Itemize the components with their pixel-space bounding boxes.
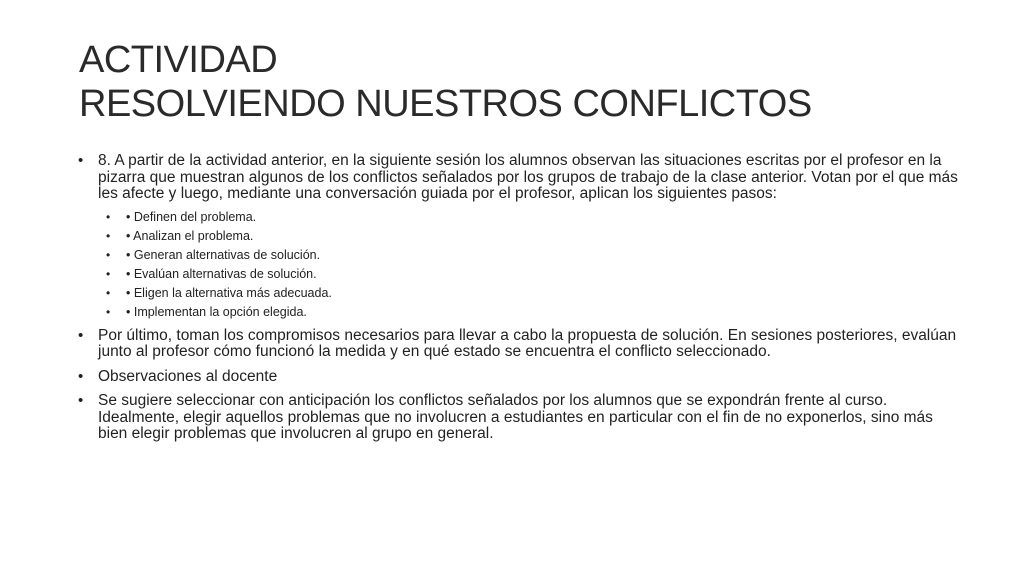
step-item: [78, 230, 958, 243]
bullet-icon: •: [78, 152, 84, 169]
bullet-item: [78, 153, 958, 203]
bullet-text: 8. A partir de la actividad anterior, en la siguiente sesión los alumnos observan las situaciones escritas por el profesor en la pizarra que muestran algunos de los conflictos señalados por los grupos de trabajo de la clase anterior. Votan por el que más les afecte y luego, mediante una conversación guiada por el profesor, aplican los siguientes pasos:: [98, 152, 958, 202]
bullet-icon: •: [78, 392, 84, 409]
bullet-icon: •: [106, 304, 111, 319]
bullet-text: Observaciones al docente: [98, 367, 278, 385]
bullet-icon: •: [106, 285, 111, 300]
step-item: [78, 287, 958, 300]
bullet-icon: •: [78, 367, 84, 385]
bullet-icon: •: [106, 266, 111, 281]
step-text: • Analizan el problema.: [126, 228, 254, 243]
bullet-text: Se sugiere seleccionar con anticipación los conflictos señalados por los alumnos que se expondrán frente al curso. Idealmente, elegir aquellos problemas que no involucren a estudiantes en particular con el fin de no exponerlos, sino más bien elegir problemas que involucren al grupo en general.: [98, 392, 933, 442]
bullet-icon: •: [78, 326, 84, 344]
title-line-1: ACTIVIDAD: [79, 39, 278, 81]
bullet-text: Por último, toman los compromisos necesarios para llevar a cabo la propuesta de solución. En sesiones posteriores, evalúan junto al profesor cómo funcionó la medida y en qué estado se encuentra el conflicto seleccionado.: [98, 326, 957, 360]
step-item: [78, 211, 958, 224]
step-text: • Evalúan alternativas de solución.: [126, 266, 317, 281]
bullet-item: [78, 393, 958, 443]
bullet-item: [78, 369, 958, 386]
step-item: [78, 249, 958, 262]
step-text: • Eligen la alternativa más adecuada.: [126, 285, 332, 300]
bullet-icon: •: [106, 247, 111, 262]
step-text: • Definen del problema.: [126, 209, 257, 224]
steps-list: [78, 211, 958, 319]
bullet-icon: •: [106, 228, 111, 243]
step-item: [78, 306, 958, 319]
bullet-item: [78, 328, 958, 361]
step-text: • Generan alternativas de solución.: [126, 247, 321, 262]
step-text: • Implementan la opción elegida.: [126, 304, 307, 319]
slide-body: [78, 153, 958, 451]
title-line-2: RESOLVIENDO NUESTROS CONFLICTOS: [79, 83, 812, 125]
bullet-icon: •: [106, 209, 111, 224]
step-item: [78, 268, 958, 281]
slide-title: [79, 38, 959, 126]
